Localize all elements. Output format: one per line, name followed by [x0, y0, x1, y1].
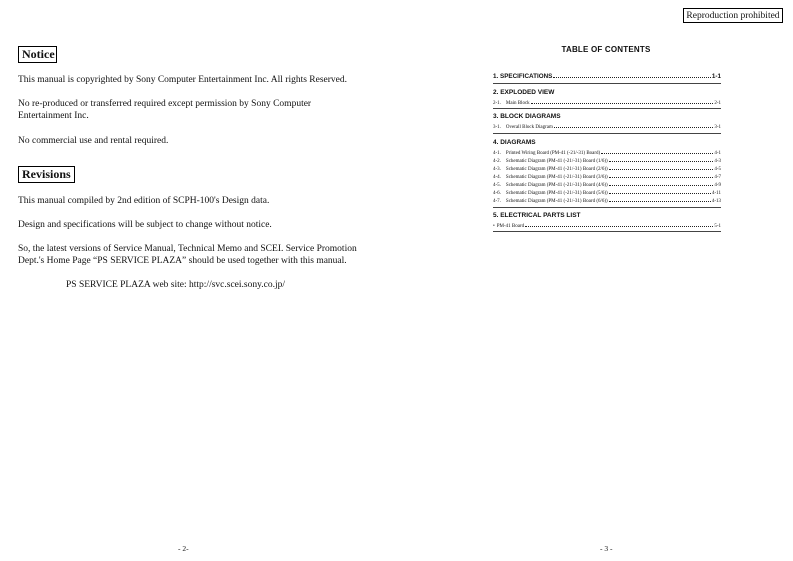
toc-entry-specifications: [493, 72, 721, 81]
notice-heading: Notice: [18, 46, 57, 63]
toc-entry-page: 4-7: [714, 175, 721, 180]
toc-leader-dots: [553, 72, 711, 78]
toc-leader-dots: [525, 221, 713, 227]
service-plaza-website: PS SERVICE PLAZA web site: http://svc.scei.sony.co.jp/: [66, 280, 285, 290]
toc-entry-page: 4-5: [714, 167, 721, 172]
toc-entry-number: 4-5.: [493, 183, 501, 188]
right-page-number: - 3 -: [600, 544, 613, 553]
toc-entry-page: 4-3: [714, 159, 721, 164]
toc-entry-label: Schematic Diagram (PM-41 (-21/-31) Board (1/6)): [505, 159, 608, 164]
toc-entry-page: 2-1: [714, 101, 721, 106]
revisions-edition-text: This manual compiled by 2nd edition of SCPH-100's Design data.: [18, 196, 270, 206]
toc-entry-number: 4-2.: [493, 159, 501, 164]
toc-entry-label: 1. SPECIFICATIONS: [493, 73, 553, 80]
notice-copyright-text: This manual is copyrighted by Sony Computer Entertainment Inc. All rights Reserved.: [18, 75, 348, 85]
toc-divider: [493, 207, 721, 208]
toc-divider: [493, 83, 721, 84]
toc-entry-page: 4-1: [714, 151, 721, 156]
toc-section-electrical-parts-list: 5. ELECTRICAL PARTS LIST: [493, 212, 581, 219]
toc-entry-label: Overall Block Diagram: [505, 125, 553, 130]
toc-divider: [493, 133, 721, 134]
toc-entry-label: Printed Wiring Board (PM-41 (-21/-31) Board): [505, 151, 601, 156]
toc-leader-dots: [609, 196, 711, 202]
toc-divider: [493, 231, 721, 232]
toc-leader-dots: [601, 148, 713, 154]
toc-leader-dots: [609, 172, 714, 178]
toc-entry-page: 1-1: [711, 73, 721, 80]
toc-leader-dots: [531, 98, 714, 104]
toc-entry-label: Schematic Diagram (PM-41 (-21/-31) Board (5/6)): [505, 191, 608, 196]
toc-title: TABLE OF CONTENTS: [561, 45, 651, 54]
toc-entry-number: 4-1.: [493, 151, 501, 156]
toc-section-block-diagrams: 3. BLOCK DIAGRAMS: [493, 113, 561, 120]
toc-entry-bullet: •: [493, 224, 495, 229]
left-page-number: - 2-: [178, 544, 189, 553]
toc-entry-label: Schematic Diagram (PM-41 (-21/-31) Board (3/6)): [505, 175, 608, 180]
notice-reproduction-text: No re-produced or transferred required except permission by Sony Computer Entertainment Inc.: [18, 99, 312, 121]
toc-entry-number: 4-3.: [493, 167, 501, 172]
toc-section-diagrams: 4. DIAGRAMS: [493, 139, 536, 146]
toc-divider: [493, 108, 721, 109]
toc-entry-label: Schematic Diagram (PM-41 (-21/-31) Board (2/6)): [505, 167, 608, 172]
toc-entry-main-block: [493, 98, 721, 108]
toc-entry-page: 5-1: [714, 224, 721, 229]
toc-entry-overall-block-diagram: [493, 122, 721, 132]
toc-section-exploded-view: 2. EXPLODED VIEW: [493, 89, 555, 96]
toc-leader-dots: [609, 164, 714, 170]
toc-entry-pm41-board: [493, 221, 721, 231]
toc-entry-number: 2-1.: [493, 101, 501, 106]
toc-entry-number: 4-7.: [493, 199, 501, 204]
revisions-change-text: Design and specifications will be subject to change without notice.: [18, 220, 272, 230]
toc-entry-diagram: [493, 196, 721, 206]
toc-leader-dots: [609, 180, 714, 186]
toc-entry-label: PM-41 Board: [496, 224, 525, 229]
toc-entry-page: 4-11: [712, 191, 721, 196]
reproduction-prohibited-stamp: Reproduction prohibited: [683, 8, 783, 23]
toc-entry-number: 3-1.: [493, 125, 501, 130]
toc-leader-dots: [554, 122, 713, 128]
toc-entry-page: 3-1: [714, 125, 721, 130]
revisions-latest-versions-text: So, the latest versions of Service Manual, Technical Memo and SCEI. Service Promotion Dept.'s Home Page “PS SERVICE PLAZA” should be used together with this manual.: [18, 244, 357, 266]
toc-entry-page: 4-9: [714, 183, 721, 188]
toc-entry-label: Main Block: [505, 101, 530, 106]
notice-commercial-text: No commercial use and rental required.: [18, 136, 169, 146]
revisions-heading: Revisions: [18, 166, 75, 183]
toc-entry-label: Schematic Diagram (PM-41 (-21/-31) Board (6/6)): [505, 199, 608, 204]
toc-entry-number: 4-4.: [493, 175, 501, 180]
toc-entry-number: 4-6.: [493, 191, 501, 196]
toc-entry-page: 4-13: [711, 199, 721, 204]
toc-entry-label: Schematic Diagram (PM-41 (-21/-31) Board (4/6)): [505, 183, 608, 188]
toc-leader-dots: [609, 156, 714, 162]
toc-leader-dots: [609, 188, 711, 194]
